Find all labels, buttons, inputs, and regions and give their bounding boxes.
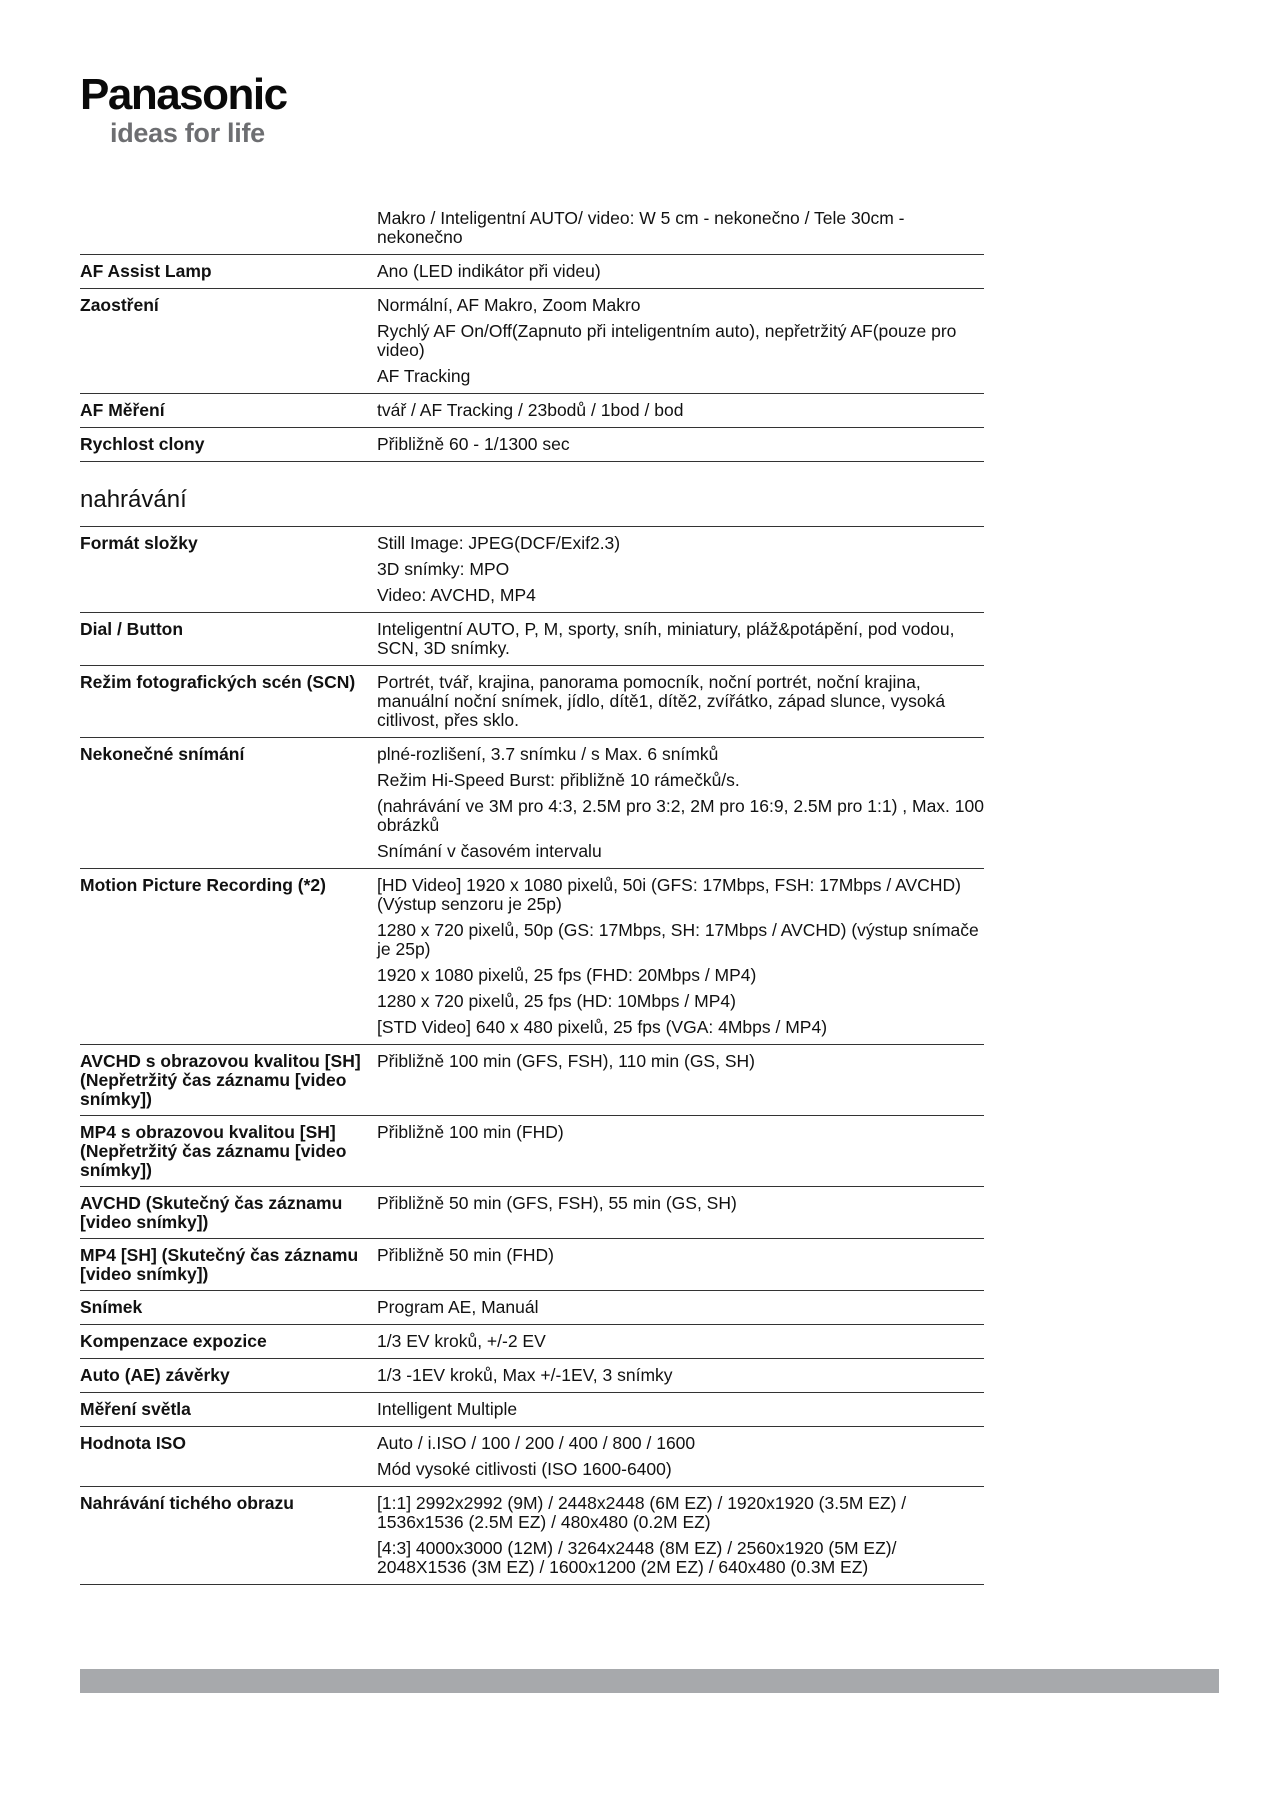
spec-row	[80, 666, 984, 738]
spec-value: Makro / Inteligentní AUTO/ video: W 5 cm - nekonečno / Tele 30cm - nekonečno	[377, 208, 905, 247]
brand-name: Panasonic	[80, 70, 287, 119]
spec-value: Rychlý AF On/Off(Zapnuto při inteligentním auto), nepřetržitý AF(pouze pro video)	[377, 321, 957, 360]
spec-values	[377, 1326, 984, 1352]
footer-bar	[80, 1669, 1219, 1693]
spec-values	[377, 614, 984, 659]
spec-values	[377, 395, 984, 421]
spec-value: plné-rozlišení, 3.7 snímku / s Max. 6 snímků	[377, 744, 719, 764]
spec-table	[80, 202, 984, 1585]
spec-value: [1:1] 2992x2992 (9M) / 2448x2448 (6M EZ) / 1920x1920 (3.5M EZ) / 1536x1536 (2.5M EZ) / 480x480 (0.2M EZ)	[377, 1493, 907, 1532]
spec-row	[80, 1239, 984, 1291]
spec-value: Přibližně 100 min (GFS, FSH), 110 min (GS, SH)	[377, 1051, 755, 1071]
spec-row	[80, 1291, 984, 1325]
spec-values	[377, 429, 984, 455]
spec-row	[80, 394, 984, 428]
spec-value: Přibližně 50 min (FHD)	[377, 1245, 554, 1265]
spec-values	[377, 1428, 984, 1480]
spec-label: Dial / Button	[80, 619, 184, 639]
spec-value: tvář / AF Tracking / 23bodů / 1bod / bod	[377, 400, 684, 420]
spec-label: Nekonečné snímání	[80, 744, 245, 764]
section-title: nahrávání	[80, 462, 984, 527]
spec-value: 1280 x 720 pixelů, 25 fps (HD: 10Mbps / MP4)	[377, 991, 736, 1011]
spec-row	[80, 1487, 984, 1585]
spec-values	[377, 290, 984, 387]
spec-row	[80, 1427, 984, 1487]
spec-value: Inteligentní AUTO, P, M, sporty, sníh, miniatury, pláž&potápění, pod vodou, SCN, 3D snímky.	[377, 619, 955, 658]
spec-values	[377, 1292, 984, 1318]
spec-value: Přibližně 50 min (GFS, FSH), 55 min (GS, SH)	[377, 1193, 737, 1213]
spec-value: 3D snímky: MPO	[377, 559, 510, 579]
spec-values	[377, 1360, 984, 1386]
spec-group-recording	[80, 527, 984, 1585]
spec-group-top	[80, 202, 984, 462]
spec-row	[80, 202, 984, 255]
spec-values	[377, 256, 984, 282]
brand-logo	[80, 72, 287, 148]
spec-label: AF Assist Lamp	[80, 261, 212, 281]
spec-row	[80, 1187, 984, 1239]
spec-row	[80, 289, 984, 394]
spec-value: AF Tracking	[377, 366, 471, 386]
spec-row	[80, 869, 984, 1045]
spec-label: MP4 s obrazovou kvalitou [SH] (Nepřetržitý čas záznamu [video snímky])	[80, 1122, 347, 1180]
spec-value: Režim Hi-Speed Burst: přibližně 10 rámečků/s.	[377, 770, 740, 790]
spec-label: Rychlost clony	[80, 434, 205, 454]
spec-value: Auto / i.ISO / 100 / 200 / 400 / 800 / 1600	[377, 1433, 696, 1453]
spec-value: [HD Video] 1920 x 1080 pixelů, 50i (GFS: 17Mbps, FSH: 17Mbps / AVCHD) (Výstup senzoru je 25p)	[377, 875, 961, 914]
spec-row	[80, 1359, 984, 1393]
spec-label: AF Měření	[80, 400, 165, 420]
spec-value: Intelligent Multiple	[377, 1399, 518, 1419]
spec-value: Mód vysoké citlivosti (ISO 1600-6400)	[377, 1459, 672, 1479]
spec-values	[377, 528, 984, 606]
spec-row	[80, 428, 984, 462]
spec-value: Program AE, Manuál	[377, 1297, 539, 1317]
spec-value: [STD Video] 640 x 480 pixelů, 25 fps (VGA: 4Mbps / MP4)	[377, 1017, 828, 1037]
spec-value: Portrét, tvář, krajina, panorama pomocník, noční portrét, noční krajina, manuální noční snímek, jídlo, dítě1, dítě2, zvířátko, západ slunce, vysoká citlivost, přes sklo.	[377, 672, 946, 730]
spec-row	[80, 1325, 984, 1359]
spec-label: Snímek	[80, 1297, 143, 1317]
spec-value: 1920 x 1080 pixelů, 25 fps (FHD: 20Mbps / MP4)	[377, 965, 757, 985]
spec-value: Ano (LED indikátor při videu)	[377, 261, 601, 281]
spec-value: Still Image: JPEG(DCF/Exif2.3)	[377, 533, 621, 553]
spec-row	[80, 1116, 984, 1187]
spec-label: Motion Picture Recording (*2)	[80, 875, 326, 895]
spec-label: MP4 [SH] (Skutečný čas záznamu [video snímky])	[80, 1245, 359, 1284]
brand-tagline: ideas for life	[110, 118, 265, 148]
spec-values	[377, 1117, 984, 1180]
spec-value: [4:3] 4000x3000 (12M) / 3264x2448 (8M EZ) / 2560x1920 (5M EZ)/ 2048X1536 (3M EZ) / 1600x1200 (2M EZ) / 640x480 (0.3M EZ)	[377, 1538, 897, 1577]
spec-value: Normální, AF Makro, Zoom Makro	[377, 295, 641, 315]
spec-value: 1/3 -1EV kroků, Max +/-1EV, 3 snímky	[377, 1365, 673, 1385]
spec-values	[377, 1488, 984, 1578]
spec-row	[80, 1045, 984, 1116]
spec-row	[80, 527, 984, 613]
spec-label: Hodnota ISO	[80, 1433, 186, 1453]
spec-value: Video: AVCHD, MP4	[377, 585, 536, 605]
spec-label	[80, 203, 377, 248]
spec-value: Přibližně 100 min (FHD)	[377, 1122, 564, 1142]
spec-label: AVCHD s obrazovou kvalitou [SH] (Nepřetržitý čas záznamu [video snímky])	[80, 1051, 361, 1109]
spec-label: Kompenzace expozice	[80, 1331, 267, 1351]
spec-label: Režim fotografických scén (SCN)	[80, 672, 356, 692]
spec-values	[377, 1240, 984, 1284]
spec-row	[80, 738, 984, 869]
spec-values	[377, 203, 984, 248]
spec-label: Formát složky	[80, 533, 198, 553]
spec-label: Auto (AE) závěrky	[80, 1365, 230, 1385]
spec-label: AVCHD (Skutečný čas záznamu [video snímky])	[80, 1193, 343, 1232]
spec-row	[80, 255, 984, 289]
spec-values	[377, 1188, 984, 1232]
spec-label: Zaostření	[80, 295, 159, 315]
spec-values	[377, 870, 984, 1038]
spec-values	[377, 1046, 984, 1109]
spec-value: (nahrávání ve 3M pro 4:3, 2.5M pro 3:2, 2M pro 16:9, 2.5M pro 1:1) , Max. 100 obrázků	[377, 796, 984, 835]
spec-value: 1280 x 720 pixelů, 50p (GS: 17Mbps, SH: 17Mbps / AVCHD) (výstup snímače je 25p)	[377, 920, 979, 959]
spec-values	[377, 667, 984, 731]
spec-row	[80, 613, 984, 666]
spec-label: Měření světla	[80, 1399, 191, 1419]
spec-value: Přibližně 60 - 1/1300 sec	[377, 434, 570, 454]
spec-value: Snímání v časovém intervalu	[377, 841, 602, 861]
spec-value: 1/3 EV kroků, +/-2 EV	[377, 1331, 546, 1351]
spec-label: Nahrávání tichého obrazu	[80, 1493, 294, 1513]
spec-values	[377, 1394, 984, 1420]
spec-row	[80, 1393, 984, 1427]
spec-values	[377, 739, 984, 862]
